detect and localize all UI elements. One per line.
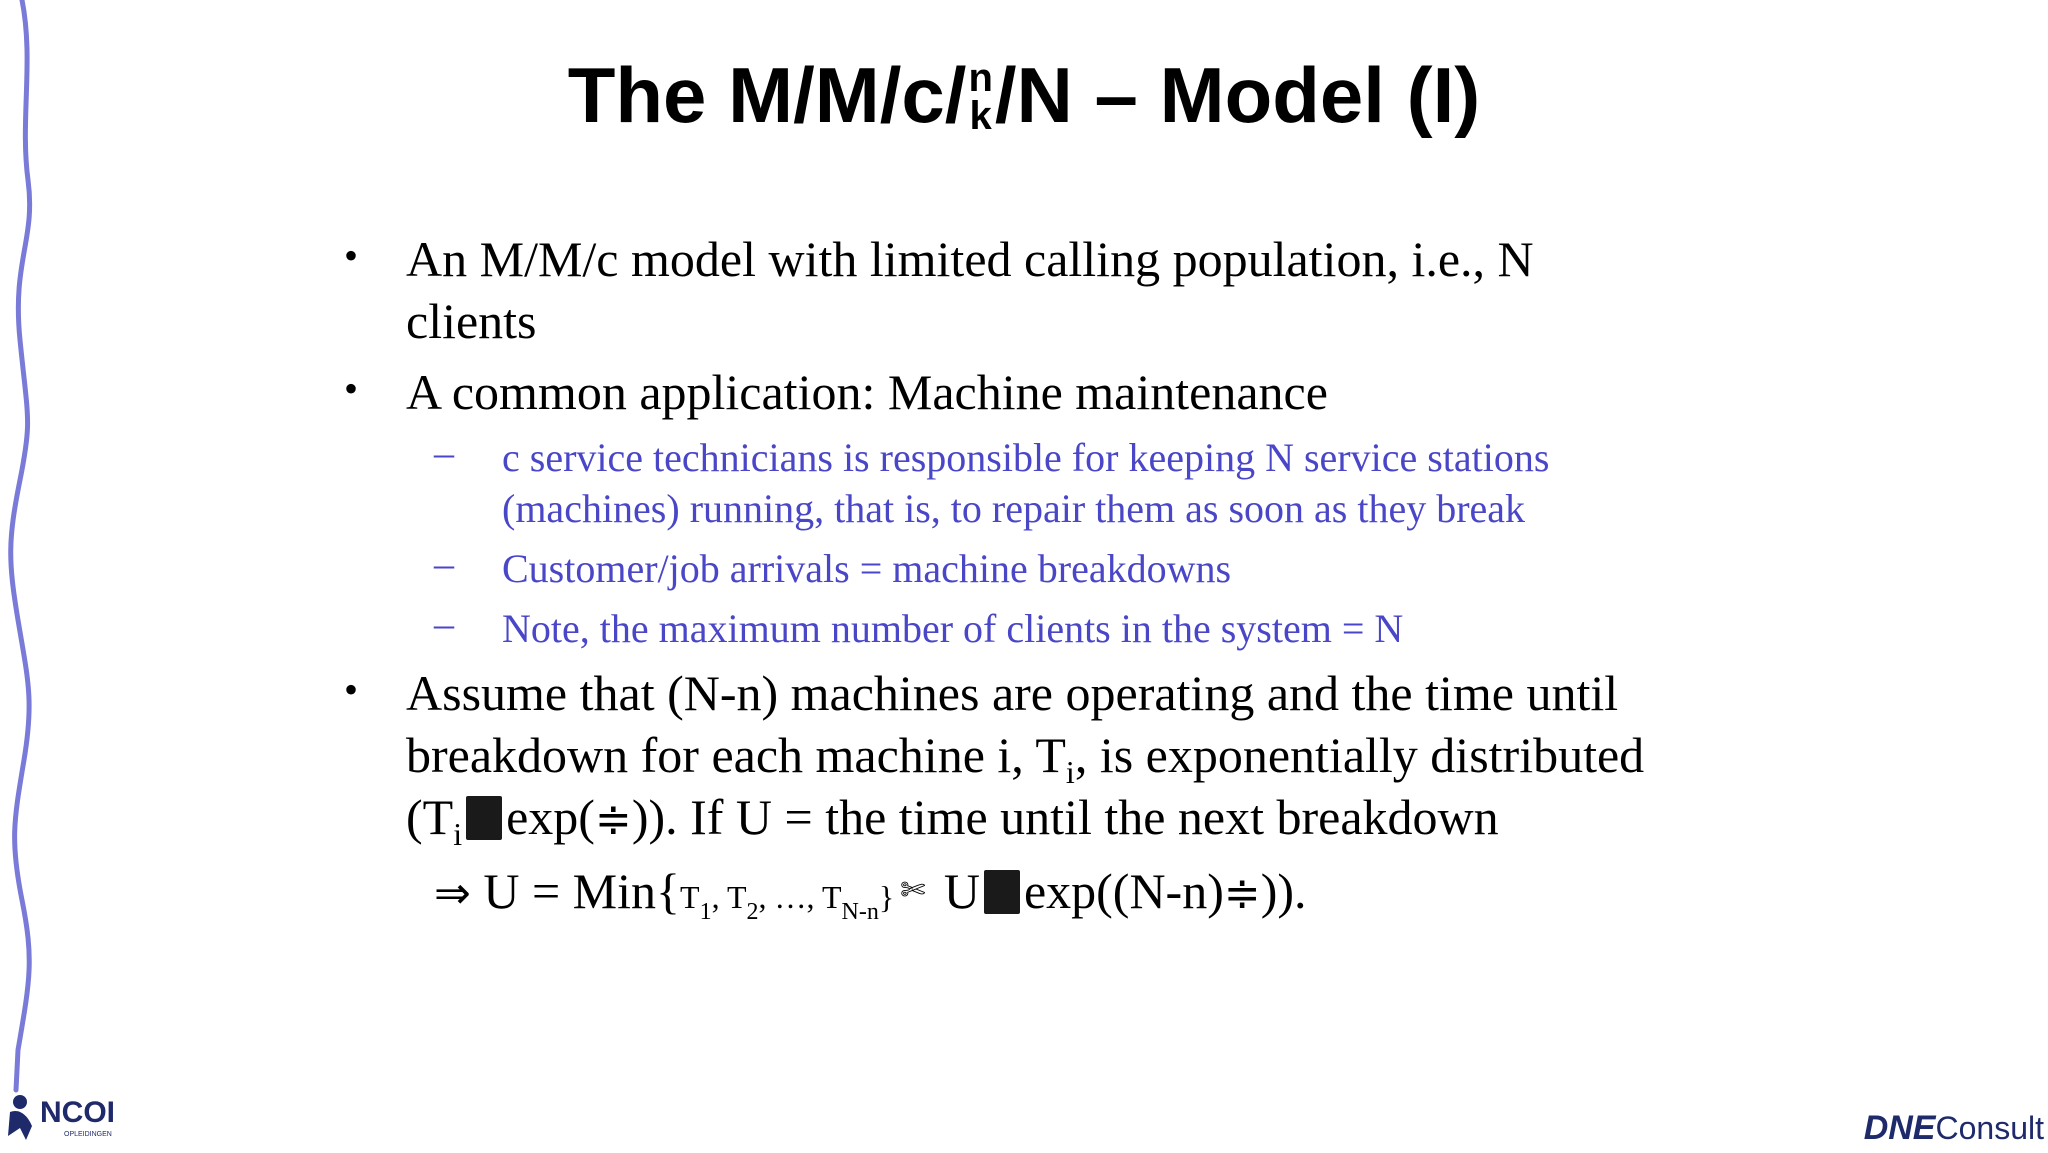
bullet-1-line-2: clients xyxy=(406,293,537,349)
line-4-close: } xyxy=(878,879,895,915)
bullet-marker: • xyxy=(344,667,359,712)
ncoi-logo-text: NCOI xyxy=(40,1096,115,1129)
sub-bullet-dash: – xyxy=(434,601,454,646)
slide-title xyxy=(0,50,2048,140)
sub-bullet-2-line-1: Customer/job arrivals = machine breakdowns xyxy=(502,546,1232,591)
lambda-symbol-icon: ≑ xyxy=(1223,868,1261,919)
subscript-i: i xyxy=(1065,754,1075,790)
bullet-3-line-2-rest: , is exponentially distributed xyxy=(1074,727,1645,783)
sub-bullet-3-line-1: Note, the maximum number of clients in the system = N xyxy=(502,606,1404,651)
line-4-min: U = Min{ xyxy=(470,863,681,919)
ncoi-logo xyxy=(2,1082,122,1153)
line-3-open: (T xyxy=(406,789,454,845)
subscript-2: 2 xyxy=(746,899,759,925)
distribution-symbol-icon xyxy=(466,796,502,840)
subscript-i: i xyxy=(453,816,463,852)
line-4-t3: , …, T xyxy=(758,879,842,915)
title-prefix: The M/M/c/ xyxy=(567,51,967,139)
sub-bullet-1-line-1: c service technicians is responsible for keeping N service stations xyxy=(502,435,1550,480)
line-4-exp: exp((N-n) xyxy=(1023,863,1224,919)
bullet-2-line-1: A common application: Machine maintenance xyxy=(406,364,1328,420)
title-suffix: /N – Model (I) xyxy=(994,51,1481,139)
bullet-marker: • xyxy=(344,366,359,411)
bullet-3-line-2-text: breakdown for each machine i, T xyxy=(406,727,1066,783)
decorative-wavy-line xyxy=(0,0,60,1152)
bullet-3-line-1: Assume that (N-n) machines are operating and the time until xyxy=(406,665,1619,721)
ncoi-logo-subtext: OPLEIDINGEN xyxy=(64,1131,112,1138)
sub-bullet-dash: – xyxy=(434,541,454,586)
distribution-symbol-icon xyxy=(984,870,1020,914)
line-4-t1: T xyxy=(680,879,700,915)
line-3-end: )). If U = the time until the next breakdown xyxy=(631,789,1499,845)
sub-bullet-1-line-2: (machines) running, that is, to repair them as soon as they break xyxy=(502,486,1526,531)
sub-bullet-dash: – xyxy=(434,430,454,475)
line-3-exp: exp( xyxy=(506,789,595,845)
subscript-n-n: N-n xyxy=(841,899,879,925)
title-fraction-bottom: k xyxy=(969,94,992,139)
line-4-end: )). xyxy=(1260,863,1307,919)
bullet-1-line-1: An M/M/c model with limited calling population, i.e., N xyxy=(406,231,1534,287)
consult-logo-text: Consult xyxy=(1935,1110,2044,1146)
line-4-t2: , T xyxy=(711,879,747,915)
subscript-1: 1 xyxy=(699,899,712,925)
implies-arrow: ⇒ xyxy=(434,868,471,919)
title-fraction-top: n xyxy=(968,56,993,101)
bullet-marker: • xyxy=(344,233,359,278)
line-4-u: U xyxy=(931,863,980,919)
bullet-3-line-4 xyxy=(434,860,1307,943)
scissors-symbol-icon: ✄ xyxy=(900,873,926,908)
dne-logo-text: DNE xyxy=(1863,1109,1936,1147)
ncoi-logo-icon xyxy=(2,1082,122,1148)
bullet-3-line-3 xyxy=(406,786,1499,865)
title-fraction xyxy=(968,56,993,139)
lambda-symbol-icon: ≑ xyxy=(594,794,632,845)
dne-consult-logo xyxy=(1864,1109,2044,1148)
